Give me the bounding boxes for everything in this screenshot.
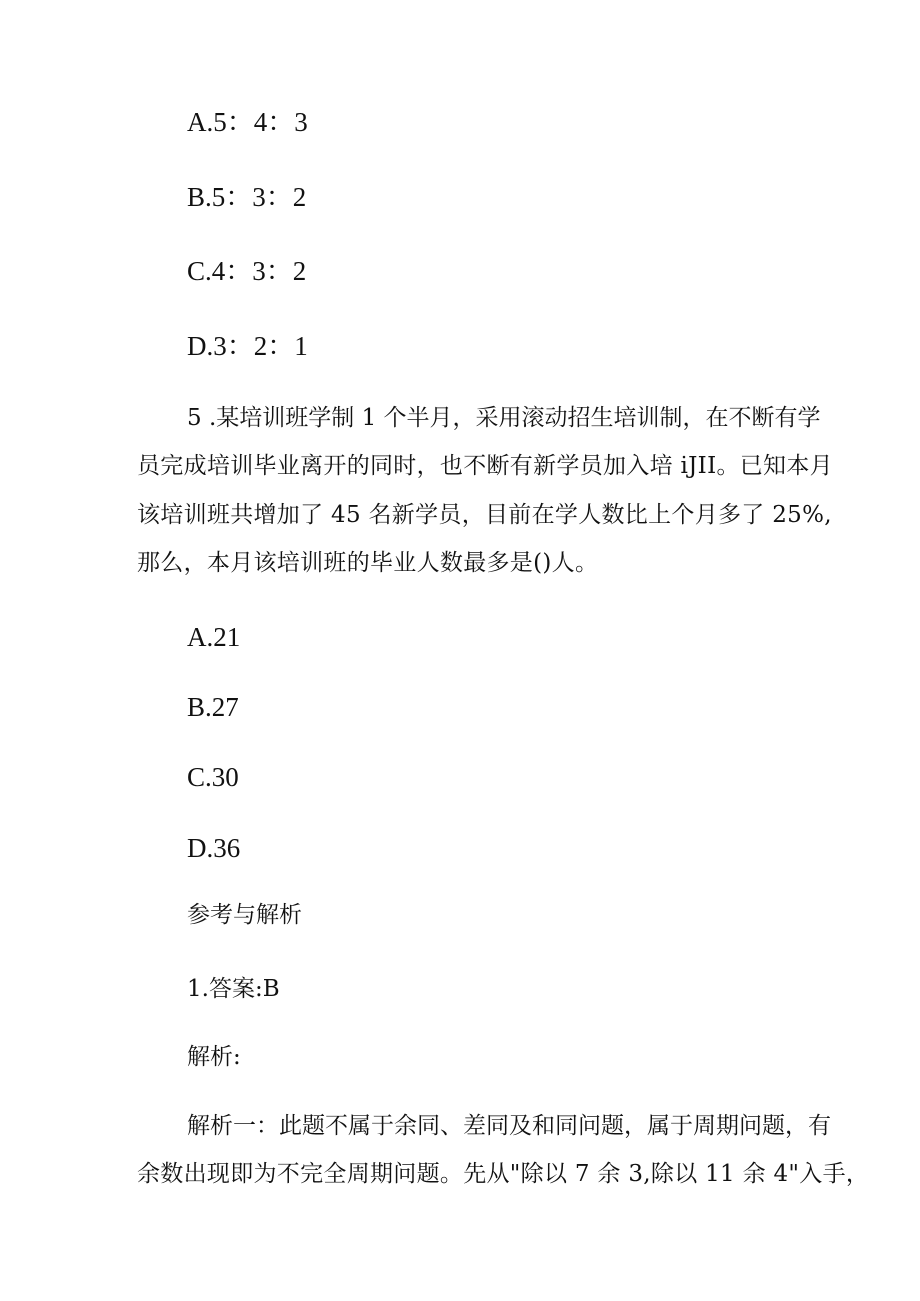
- q5-option-b: B.27: [187, 692, 239, 722]
- q4-option-c: C.4：3：2: [187, 256, 307, 286]
- analysis-line-2: 余数出现即为不完全周期问题。先从"除以 7 余 3,除以 11 余 4"入手，: [137, 1161, 870, 1187]
- q4-option-d: D.3：2：1: [187, 331, 308, 361]
- q4-option-b: B.5：3：2: [187, 182, 307, 212]
- reference-heading: 参考与解析: [187, 902, 302, 928]
- q4-option-a: A.5：4：3: [187, 107, 308, 137]
- q5-text-line-3: 该培训班共增加了 45 名新学员，目前在学人数比上个月多了 25%,: [137, 502, 832, 528]
- analysis-label: 解析:: [187, 1044, 241, 1070]
- q5-option-d: D.36: [187, 833, 241, 863]
- q5-option-a: A.21: [187, 622, 241, 652]
- q5-text-line-4: 那么，本月该培训班的毕业人数最多是()人。: [137, 550, 599, 576]
- analysis-line-1: 解析一：此题不属于余同、差同及和同问题，属于周期问题，有: [187, 1113, 831, 1139]
- q5-option-c: C.30: [187, 762, 239, 792]
- q5-text-line-1: 5 .某培训班学制 1 个半月，采用滚动招生培训制，在不断有学: [187, 405, 821, 431]
- q5-text-line-2: 员完成培训毕业离开的同时，也不断有新学员加入培 iJII。已知本月: [137, 453, 833, 479]
- answer-1: 1.答案:B: [187, 976, 280, 1002]
